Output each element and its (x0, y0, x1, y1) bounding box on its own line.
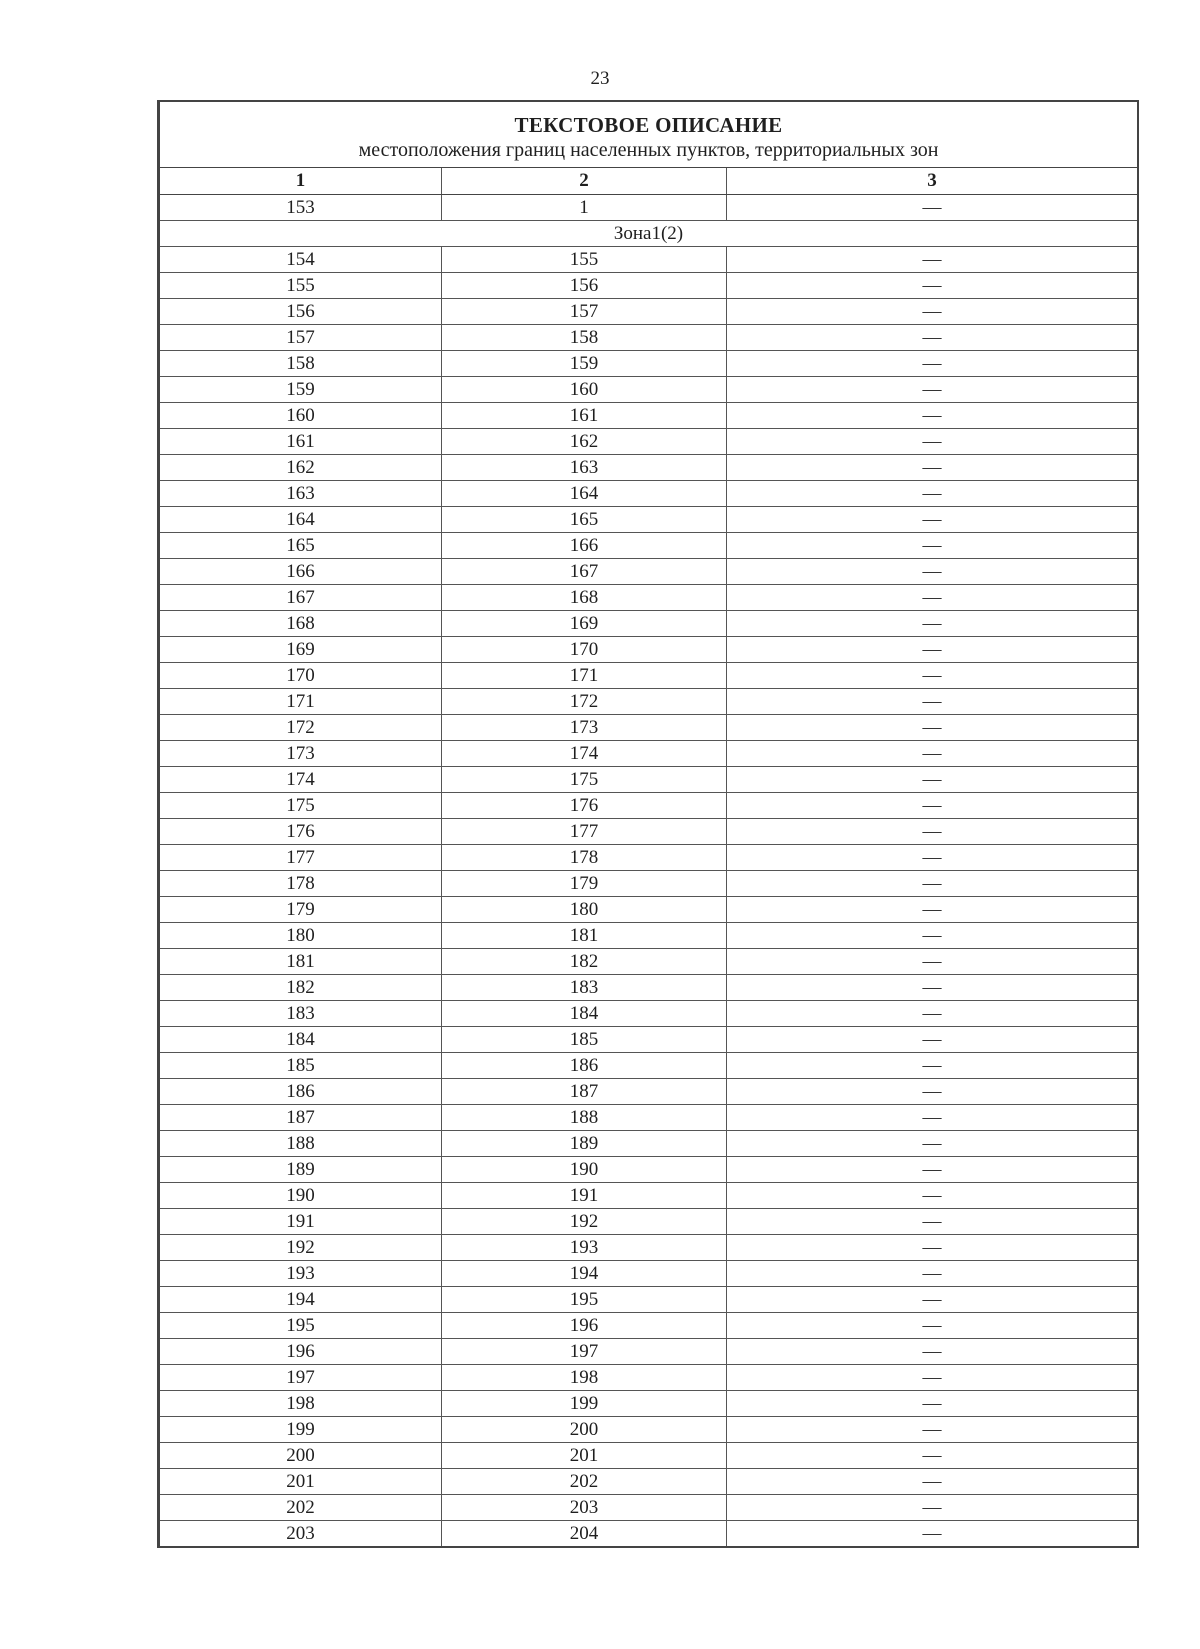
cell-description: — (727, 767, 1138, 793)
table-row (160, 247, 1137, 273)
cell-from-point: 191 (160, 1209, 442, 1235)
cell-description: — (727, 897, 1138, 923)
column-header-row (160, 168, 1137, 195)
table-row (160, 975, 1137, 1001)
cell-from-point: 183 (160, 1001, 442, 1027)
table-row (160, 767, 1137, 793)
table-row (160, 533, 1137, 559)
cell-to-point: 198 (442, 1365, 727, 1391)
cell-description: — (727, 1105, 1138, 1131)
cell-to-point: 174 (442, 741, 727, 767)
table-row (160, 351, 1137, 377)
cell-from-point: 177 (160, 845, 442, 871)
cell-from-point: 186 (160, 1079, 442, 1105)
table-row (160, 1443, 1137, 1469)
cell-to-point: 199 (442, 1391, 727, 1417)
table-title: ТЕКСТОВОЕ ОПИСАНИЕ (514, 113, 783, 137)
cell-to-point: 163 (442, 455, 727, 481)
zone-label: Зона1(2) (160, 221, 1137, 247)
cell-from-point: 164 (160, 507, 442, 533)
table-row (160, 585, 1137, 611)
cell-to-point: 160 (442, 377, 727, 403)
table-row (160, 845, 1137, 871)
cell-to-point: 171 (442, 663, 727, 689)
cell-to-point: 195 (442, 1287, 727, 1313)
table-row (160, 793, 1137, 819)
column-header-3: 3 (727, 168, 1138, 195)
cell-description: — (727, 1521, 1138, 1547)
cell-from-point: 189 (160, 1157, 442, 1183)
cell-to-point: 189 (442, 1131, 727, 1157)
grid-body (160, 168, 1137, 1546)
cell-from-point: 156 (160, 299, 442, 325)
table-row (160, 1339, 1137, 1365)
cell-from-point: 196 (160, 1339, 442, 1365)
cell-to-point: 194 (442, 1261, 727, 1287)
cell-to-point: 180 (442, 897, 727, 923)
cell-description: — (727, 247, 1138, 273)
table-title-block (160, 102, 1137, 168)
cell-from-point: 201 (160, 1469, 442, 1495)
cell-from-point: 176 (160, 819, 442, 845)
cell-from-point: 174 (160, 767, 442, 793)
cell-description: — (727, 481, 1138, 507)
cell-description: — (727, 1261, 1138, 1287)
cell-description: — (727, 949, 1138, 975)
cell-to-point: 170 (442, 637, 727, 663)
cell-to-point: 182 (442, 949, 727, 975)
cell-description: — (727, 793, 1138, 819)
cell-description: — (727, 1469, 1138, 1495)
cell-to-point: 173 (442, 715, 727, 741)
cell-description: — (727, 403, 1138, 429)
cell-from-point: 163 (160, 481, 442, 507)
cell-description: — (727, 1417, 1138, 1443)
table-row (160, 1209, 1137, 1235)
cell-from-point: 188 (160, 1131, 442, 1157)
cell-description: — (727, 325, 1138, 351)
coordinates-grid (160, 168, 1137, 1546)
table-row (160, 377, 1137, 403)
table-row (160, 1521, 1137, 1547)
table-row (160, 1365, 1137, 1391)
cell-to-point: 172 (442, 689, 727, 715)
cell-description: — (727, 273, 1138, 299)
cell-description: — (727, 1287, 1138, 1313)
cell-description: — (727, 975, 1138, 1001)
cell-to-point: 203 (442, 1495, 727, 1521)
table-row (160, 663, 1137, 689)
cell-description: — (727, 1027, 1138, 1053)
table-row (160, 325, 1137, 351)
cell-to-point: 186 (442, 1053, 727, 1079)
cell-description: — (727, 715, 1138, 741)
cell-to-point: 185 (442, 1027, 727, 1053)
cell-from-point: 185 (160, 1053, 442, 1079)
cell-from-point: 203 (160, 1521, 442, 1547)
cell-description: — (727, 1157, 1138, 1183)
cell-from-point: 158 (160, 351, 442, 377)
cell-description: — (727, 351, 1138, 377)
table-row (160, 897, 1137, 923)
cell-to-point: 196 (442, 1313, 727, 1339)
cell-description: — (727, 845, 1138, 871)
cell-from-point: 192 (160, 1235, 442, 1261)
cell-to-point: 190 (442, 1157, 727, 1183)
cell-from-point: 157 (160, 325, 442, 351)
cell-from-point: 187 (160, 1105, 442, 1131)
cell-description: — (727, 663, 1138, 689)
cell-to-point: 187 (442, 1079, 727, 1105)
table-row (160, 273, 1137, 299)
cell-description: — (727, 1235, 1138, 1261)
cell-description: — (727, 429, 1138, 455)
cell-to-point: 165 (442, 507, 727, 533)
column-header-2: 2 (442, 168, 727, 195)
cell-from-point: 179 (160, 897, 442, 923)
cell-to-point: 204 (442, 1521, 727, 1547)
cell-description: — (727, 377, 1138, 403)
cell-to-point: 179 (442, 871, 727, 897)
table-row (160, 715, 1137, 741)
cell-description: — (727, 871, 1138, 897)
table-subtitle: местоположения границ населенных пунктов, территориальных зон (358, 139, 939, 161)
cell-from-point: 159 (160, 377, 442, 403)
cell-from-point: 173 (160, 741, 442, 767)
cell-description: — (727, 533, 1138, 559)
cell-from-point: 171 (160, 689, 442, 715)
cell-to-point: 162 (442, 429, 727, 455)
cell-to-point: 192 (442, 1209, 727, 1235)
cell-to-point: 197 (442, 1339, 727, 1365)
cell-to-point: 175 (442, 767, 727, 793)
table-row (160, 1079, 1137, 1105)
table-row (160, 429, 1137, 455)
cell-to-point: 167 (442, 559, 727, 585)
table-row (160, 1105, 1137, 1131)
cell-from-point: 170 (160, 663, 442, 689)
cell-description: — (727, 923, 1138, 949)
cell-to-point: 193 (442, 1235, 727, 1261)
cell-from-point: 168 (160, 611, 442, 637)
cell-to-point: 188 (442, 1105, 727, 1131)
cell-from-point: 153 (160, 195, 442, 221)
cell-from-point: 181 (160, 949, 442, 975)
cell-description: — (727, 1209, 1138, 1235)
cell-description: — (727, 585, 1138, 611)
table-row (160, 949, 1137, 975)
table-row (160, 1261, 1137, 1287)
cell-from-point: 182 (160, 975, 442, 1001)
cell-from-point: 184 (160, 1027, 442, 1053)
cell-description: — (727, 819, 1138, 845)
cell-description: — (727, 1183, 1138, 1209)
table-row (160, 1391, 1137, 1417)
cell-from-point: 166 (160, 559, 442, 585)
cell-to-point: 155 (442, 247, 727, 273)
cell-from-point: 202 (160, 1495, 442, 1521)
cell-from-point: 167 (160, 585, 442, 611)
table-row (160, 481, 1137, 507)
cell-description: — (727, 195, 1138, 221)
cell-to-point: 183 (442, 975, 727, 1001)
cell-description: — (727, 1001, 1138, 1027)
cell-from-point: 178 (160, 871, 442, 897)
table-row (160, 1469, 1137, 1495)
table-row (160, 403, 1137, 429)
cell-from-point: 175 (160, 793, 442, 819)
cell-to-point: 201 (442, 1443, 727, 1469)
cell-from-point: 195 (160, 1313, 442, 1339)
table-row (160, 1287, 1137, 1313)
cell-to-point: 176 (442, 793, 727, 819)
page-number: 23 (590, 68, 610, 89)
cell-from-point: 180 (160, 923, 442, 949)
cell-to-point: 164 (442, 481, 727, 507)
boundary-description-table (157, 100, 1139, 1548)
cell-from-point: 162 (160, 455, 442, 481)
table-row (160, 819, 1137, 845)
cell-to-point: 202 (442, 1469, 727, 1495)
cell-to-point: 177 (442, 819, 727, 845)
cell-description: — (727, 1443, 1138, 1469)
cell-from-point: 194 (160, 1287, 442, 1313)
cell-description: — (727, 1495, 1138, 1521)
cell-description: — (727, 507, 1138, 533)
cell-to-point: 168 (442, 585, 727, 611)
cell-description: — (727, 741, 1138, 767)
cell-to-point: 157 (442, 299, 727, 325)
table-row (160, 1235, 1137, 1261)
table-row (160, 923, 1137, 949)
cell-from-point: 197 (160, 1365, 442, 1391)
table-row (160, 741, 1137, 767)
cell-description: — (727, 1313, 1138, 1339)
cell-to-point: 161 (442, 403, 727, 429)
cell-description: — (727, 637, 1138, 663)
cell-to-point: 169 (442, 611, 727, 637)
table-row (160, 1157, 1137, 1183)
cell-from-point: 154 (160, 247, 442, 273)
cell-to-point: 156 (442, 273, 727, 299)
cell-description: — (727, 1053, 1138, 1079)
table-row (160, 689, 1137, 715)
cell-to-point: 158 (442, 325, 727, 351)
table-row (160, 1131, 1137, 1157)
cell-to-point: 181 (442, 923, 727, 949)
cell-description: — (727, 299, 1138, 325)
cell-description: — (727, 1339, 1138, 1365)
table-row (160, 559, 1137, 585)
table-row (160, 1053, 1137, 1079)
table-row (160, 1001, 1137, 1027)
cell-to-point: 159 (442, 351, 727, 377)
cell-to-point: 166 (442, 533, 727, 559)
column-header-1: 1 (160, 168, 442, 195)
cell-description: — (727, 1391, 1138, 1417)
table-row (160, 1495, 1137, 1521)
table-row (160, 1313, 1137, 1339)
cell-to-point: 1 (442, 195, 727, 221)
cell-description: — (727, 559, 1138, 585)
cell-description: — (727, 689, 1138, 715)
table-row (160, 1417, 1137, 1443)
zone-label-row (160, 221, 1137, 247)
cell-from-point: 190 (160, 1183, 442, 1209)
cell-from-point: 165 (160, 533, 442, 559)
table-row (160, 195, 1137, 221)
cell-description: — (727, 1079, 1138, 1105)
table-row (160, 611, 1137, 637)
cell-from-point: 155 (160, 273, 442, 299)
cell-to-point: 200 (442, 1417, 727, 1443)
cell-description: — (727, 611, 1138, 637)
table-row (160, 1183, 1137, 1209)
cell-from-point: 199 (160, 1417, 442, 1443)
cell-description: — (727, 1131, 1138, 1157)
cell-to-point: 184 (442, 1001, 727, 1027)
table-row (160, 1027, 1137, 1053)
cell-from-point: 169 (160, 637, 442, 663)
table-row (160, 637, 1137, 663)
cell-description: — (727, 455, 1138, 481)
cell-from-point: 161 (160, 429, 442, 455)
cell-from-point: 200 (160, 1443, 442, 1469)
table-row (160, 299, 1137, 325)
cell-from-point: 198 (160, 1391, 442, 1417)
cell-from-point: 160 (160, 403, 442, 429)
table-row (160, 507, 1137, 533)
cell-to-point: 191 (442, 1183, 727, 1209)
cell-to-point: 178 (442, 845, 727, 871)
table-row (160, 455, 1137, 481)
cell-from-point: 172 (160, 715, 442, 741)
table-row (160, 871, 1137, 897)
cell-from-point: 193 (160, 1261, 442, 1287)
cell-description: — (727, 1365, 1138, 1391)
